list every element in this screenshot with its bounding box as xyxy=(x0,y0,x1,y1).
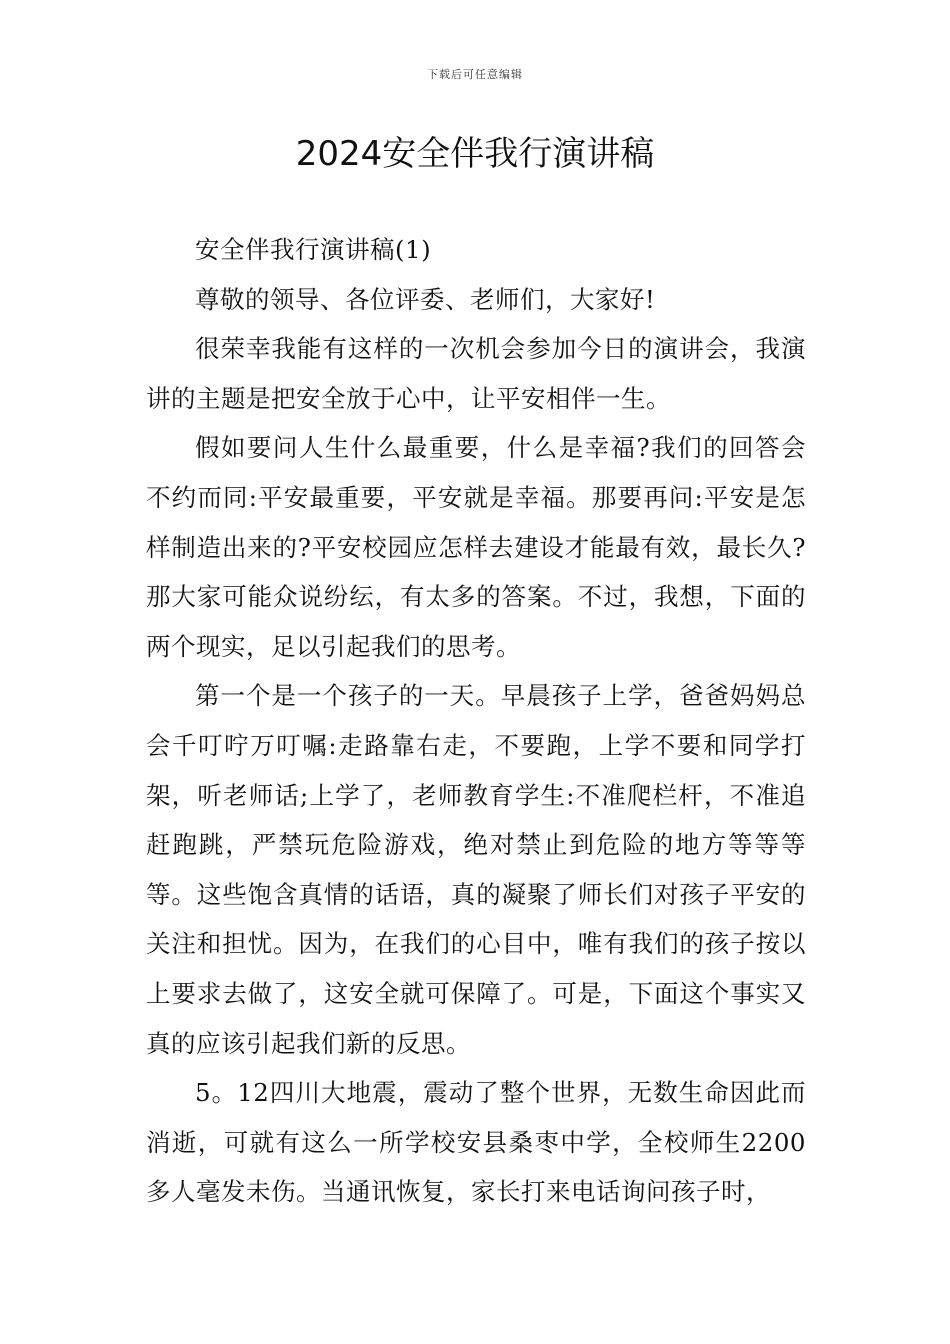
paragraph-first-reality: 第一个是一个孩子的一天。早晨孩子上学，爸爸妈妈总会千叮咛万叮嘱:走路靠右走，不要跑，上学不要和同学打架，听老师话;上学了，老师教育学生:不准爬栏杆，不准追赶跑跳，严禁玩危险游戏，绝对禁止到危险的地方等等等等。这些饱含真情的话语，真的凝聚了师长们对孩子平安的关注和担忧。因为，在我们的心目中，唯有我们的孩子按以上要求去做了，这安全就可保障了。可是，下面这个事实又真的应该引起我们新的反思。 xyxy=(146,681,806,1058)
paragraph-question: 假如要问人生什么最重要，什么是幸福?我们的回答会不约而同:平安最重要，平安就是幸福。那要再问:平安是怎样制造出来的?平安校园应怎样去建设才能最有效，最长久?那大家可能众说纷纭，有太多的答案。不过，我想，下面的两个现实，足以引起我们的思考。 xyxy=(146,433,806,661)
paragraph-intro: 很荣幸我能有这样的一次机会参加今日的演讲会，我演讲的主题是把安全放于心中，让平安相伴一生。 xyxy=(146,334,806,413)
paragraph-subtitle: 安全伴我行演讲稿(1) xyxy=(195,235,432,264)
document-title: 2024安全伴我行演讲稿 xyxy=(295,134,655,174)
paragraph-earthquake: 5。12四川大地震，震动了整个世界，无数生命因此而消逝，可就有这么一所学校安县桑枣中学，全校师生2200多人毫发未伤。当通讯恢复，家长打来电话询问孩子时， xyxy=(146,1078,806,1207)
paragraph-greeting: 尊敬的领导、各位评委、老师们，大家好! xyxy=(195,284,656,314)
header-note: 下载后可任意编辑 xyxy=(427,68,523,81)
document-body xyxy=(146,225,806,1217)
